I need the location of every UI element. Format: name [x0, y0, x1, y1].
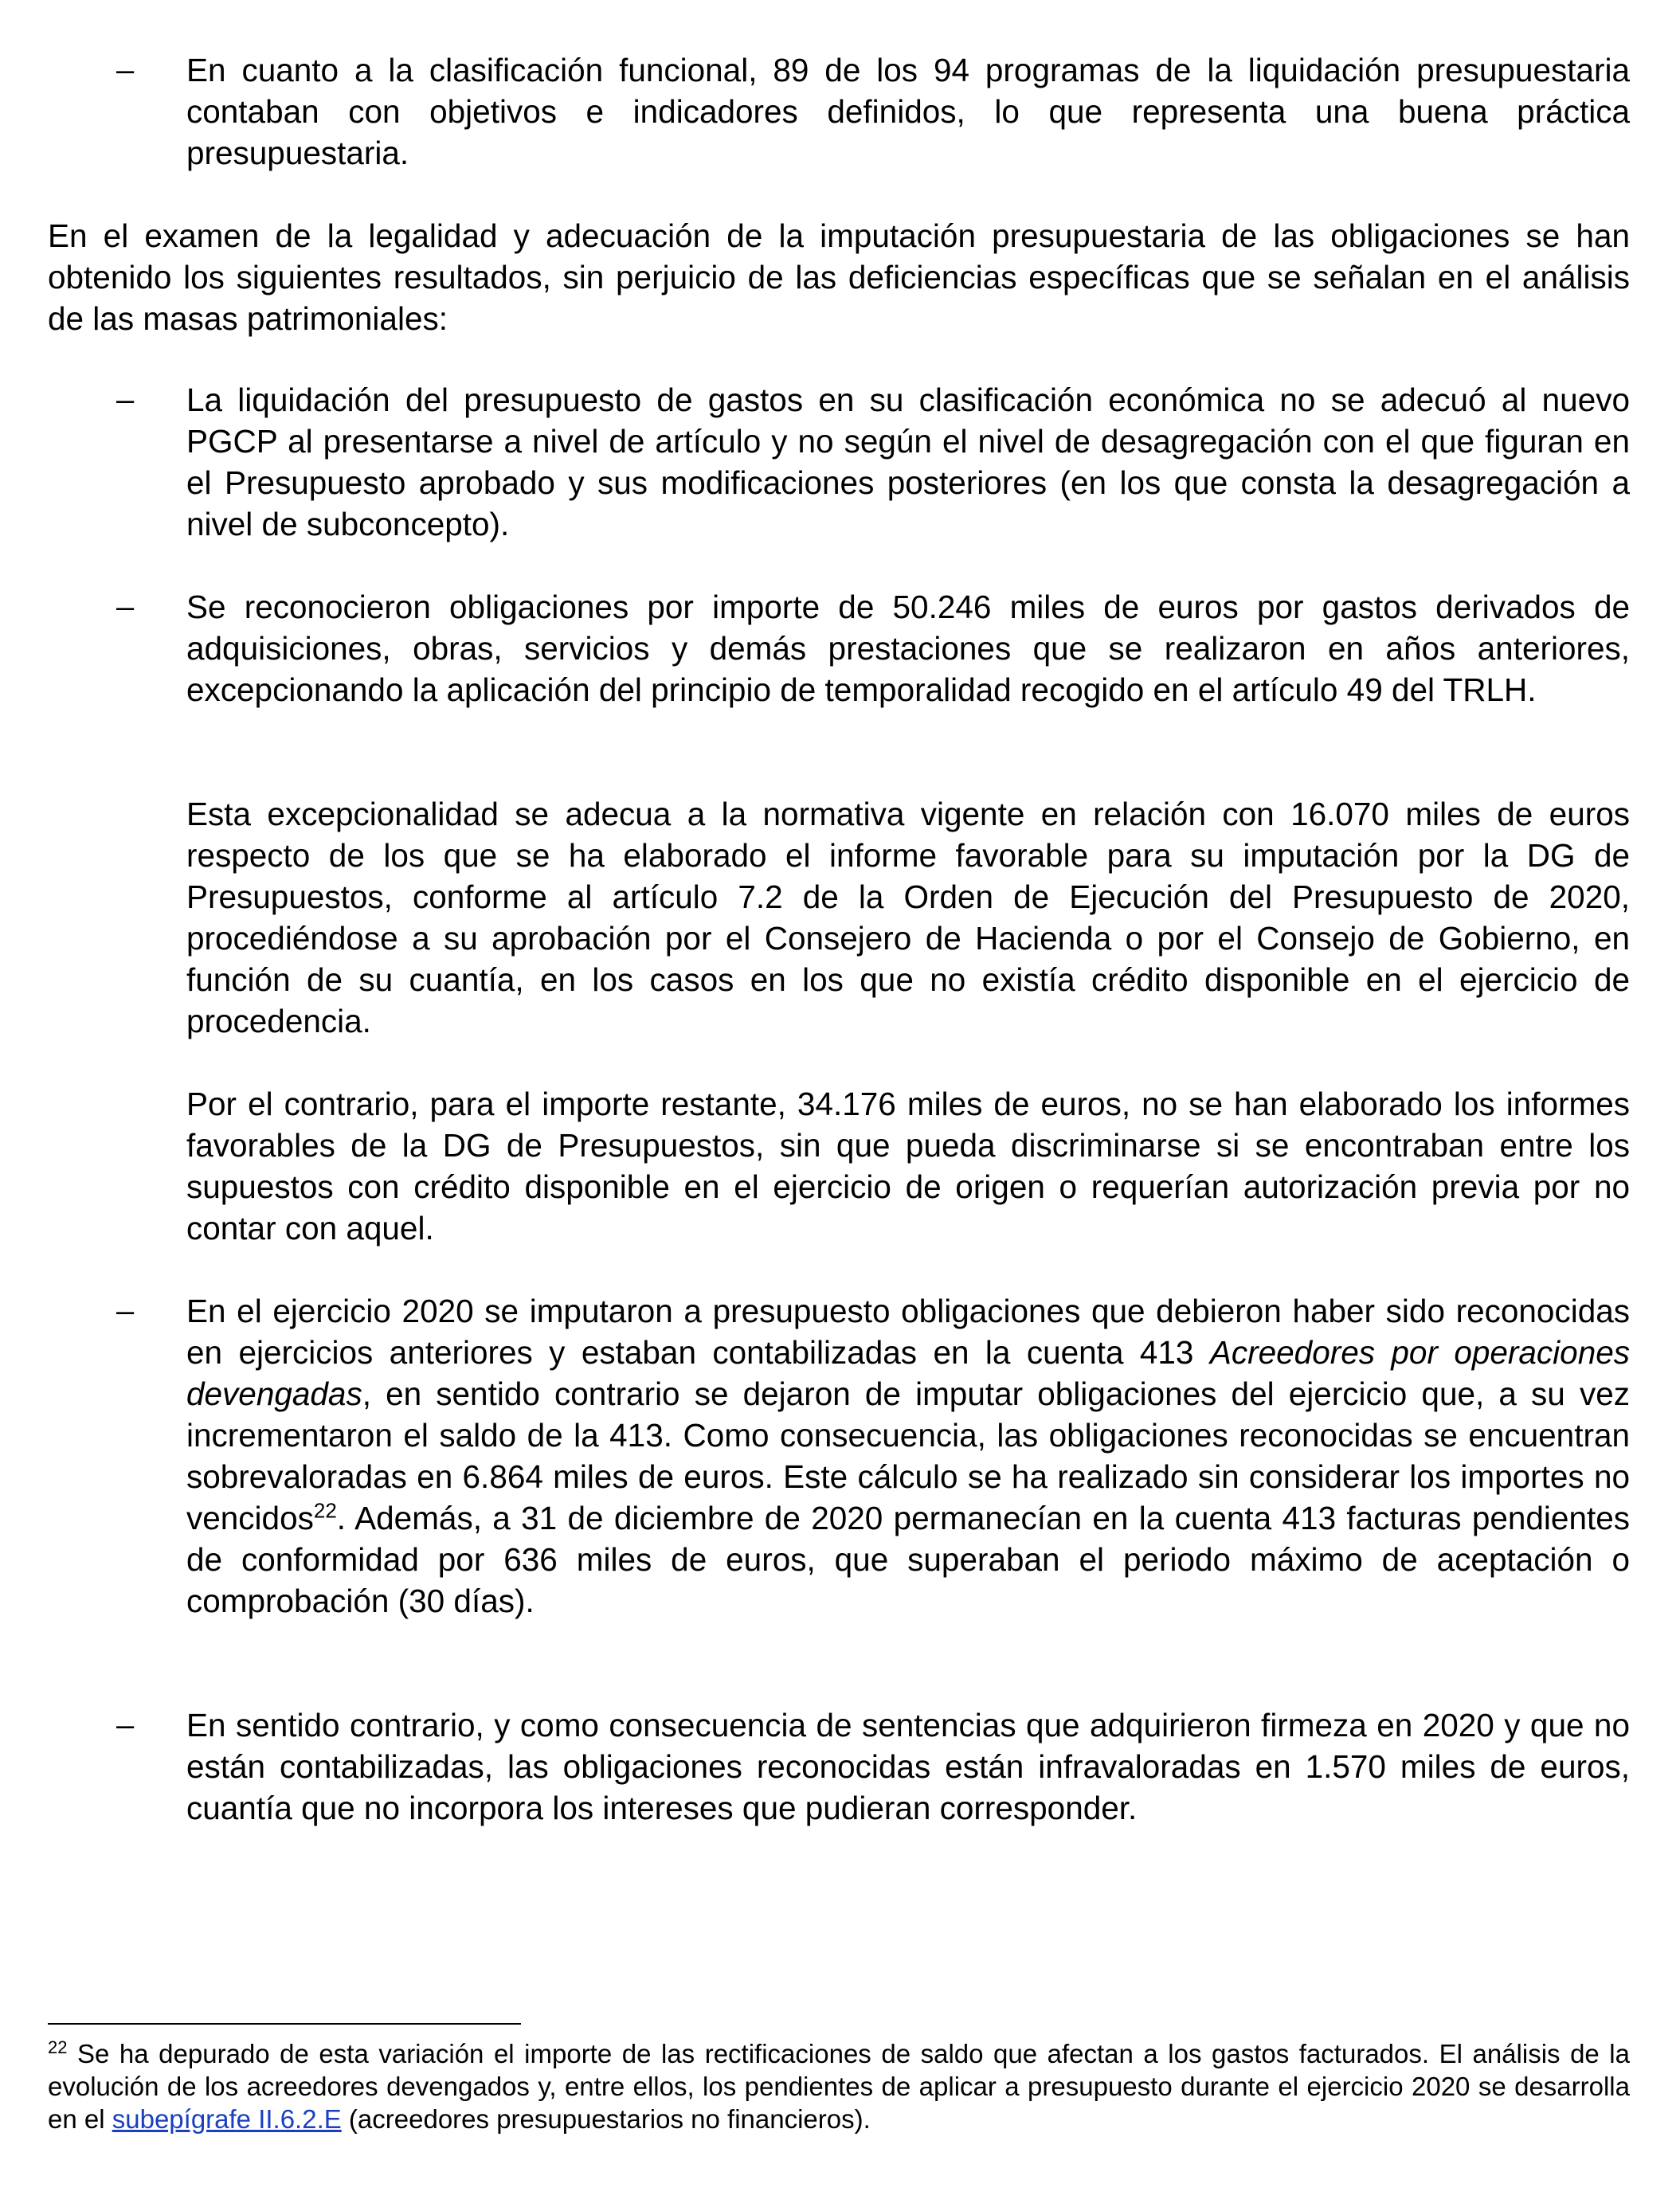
- footnote-separator: [48, 2023, 521, 2025]
- intro-paragraph: En el examen de la legalidad y adecuación de la imputación presupuestaria de las obligaciones se han obtenido los siguientes resultados, sin perjuicio de las deficiencias específicas que se señalan en el análisis de las masas patrimoniales:: [48, 217, 1630, 337]
- bullet-2-text: La liquidación del presupuesto de gastos en su clasificación económica no se adecuó al nuevo PGCP al presentarse a nivel de artículo y no según el nivel de desagregación con el que figuran en el Presupuesto aprobado y sus modificaciones posteriores (en los que consta la desagregación a nivel de subconcepto).: [186, 382, 1630, 542]
- account-413-name: Acreedores por operaciones devengadas: [186, 1334, 1630, 1412]
- footnote-22: [48, 2037, 1630, 2135]
- bullet-dash: –: [116, 1708, 135, 1743]
- bullet-4-text-part-1: En el ejercicio 2020 se imputaron a presupuesto obligaciones que debieron haber sido reconocidas en ejercicios anteriores y estaban contabilizadas en la cuenta 413: [186, 1293, 1630, 1371]
- footnote-text-part-1: Se ha depurado de esta variación el importe de las rectificaciones de saldo que afectan a los gastos facturados. El análisis de la evolución de los acreedores devengados y, entre ellos, los pendientes de aplicar a presupuesto durante el ejercicio 2020 se desarrolla en el: [48, 2039, 1630, 2134]
- footnote-reference[interactable]: 22: [313, 1498, 337, 1523]
- bullet-dash: –: [116, 382, 135, 417]
- footnote-number: 22: [48, 2037, 68, 2057]
- bullet-dash: –: [116, 53, 135, 88]
- bullet-dash: –: [116, 1293, 135, 1329]
- bullet-3-text: Se reconocieron obligaciones por importe de 50.246 miles de euros por gastos derivados de adquisiciones, obras, servicios y demás prestaciones que se realizaron en años anteriores, excepcionando la aplicación del principio de temporalidad recogido en el artículo 49 del TRLH.: [186, 589, 1630, 708]
- bullet-3-paragraph-3: Por el contrario, para el importe restante, 34.176 miles de euros, no se han elaborado los informes favorables de la DG de Presupuestos, sin que pueda discriminarse si se encontraban entre los supuestos con crédito disponible en el ejercicio de origen o requerían autorización previa por no contar con aquel.: [186, 1086, 1630, 1246]
- bullet-1-text: En cuanto a la clasificación funcional, 89 de los 94 programas de la liquidación presupuestaria contaban con objetivos e indicadores definidos, lo que representa una buena práctica presupuestaria.: [186, 52, 1630, 171]
- subepigrafe-link[interactable]: subepígrafe II.6.2.E: [112, 2104, 342, 2134]
- bullet-3-paragraph-2: Esta excepcionalidad se adecua a la normativa vigente en relación con 16.070 miles de euros respecto de los que se ha elaborado el informe favorable para su imputación por la DG de Presupuestos, conforme al artículo 7.2 de la Orden de Ejecución del Presupuesto de 2020, procediéndose a su aprobación por el Consejero de Hacienda o por el Consejo de Gobierno, en función de su cuantía, en los casos en los que no existía crédito disponible en el ejercicio de procedencia.: [186, 796, 1630, 1039]
- bullet-dash: –: [116, 589, 135, 624]
- bullet-4-text-part-3: . Además, a 31 de diciembre de 2020 permanecían en la cuenta 413 facturas pendientes de conformidad por 636 miles de euros, que superaban el periodo máximo de aceptación o comprobación (30 días).: [186, 1500, 1630, 1619]
- bullet-5-text: En sentido contrario, y como consecuencia de sentencias que adquirieron firmeza en 2020 y que no están contabilizadas, las obligaciones reconocidas están infravaloradas en 1.570 miles de euros, cuantía que no incorpora los intereses que pudieran corresponder.: [186, 1707, 1630, 1826]
- footnote-text-part-2: (acreedores presupuestarios no financieros).: [341, 2104, 871, 2134]
- bullet-4-text: [186, 1290, 1630, 1622]
- bullet-4-text-part-2: , en sentido contrario se dejaron de imputar obligaciones del ejercicio que, a su vez incrementaron el saldo de la 413. Como consecuencia, las obligaciones reconocidas se encuentran sobrevaloradas en 6.864 miles de euros. Este cálculo se ha realizado sin considerar los importes no vencidos: [186, 1376, 1630, 1536]
